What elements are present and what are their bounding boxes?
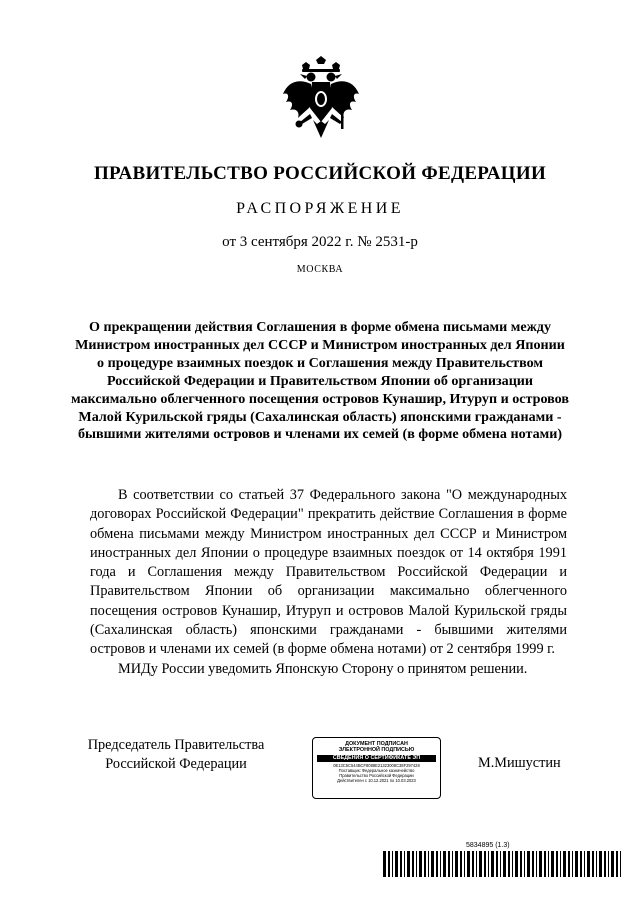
stamp-line: ЭЛЕКТРОННОЙ ПОДПИСЬЮ	[338, 747, 415, 754]
issue-city: МОСКВА	[296, 264, 344, 275]
stamp-line: ДОКУМЕНТ ПОДПИСАН	[345, 741, 408, 747]
stamp-issuer: Правительство Российской Федерации	[339, 773, 414, 779]
signer-name: М.Мишустин	[478, 755, 561, 771]
signer-position	[76, 736, 276, 774]
signer-position-line: Председатель Правительства	[87, 737, 265, 753]
stamp-issuer: Поставщик: Федеральное казначейство	[338, 768, 415, 774]
barcode-icon	[383, 851, 623, 877]
body-paragraph: В соответствии со статьей 37 Федерального закона "О международных договорах Российской Федерации" прекратить действие Соглашения в форме обмена письмами между Министром иностранных дел СССР и Министром иностранных дел Японии о процедуре взаимных поездок от 14 октября 1991 года и Соглашения между Правительством Российской Федерации и Правительством Японии об организации максимально облегченного посещения островов Кунашир, Итуруп и островов Малой Курильской гряды (Сахалинская область) японскими гражданами - бывшими жителями островов и членами их семей (в форме обмена нотами) от 2 сентября 1999 г.	[90, 487, 567, 658]
russian-coat-of-arms-icon	[280, 54, 362, 148]
date-and-number: от 3 сентября 2022 г. № 2531-р	[222, 234, 418, 250]
barcode-number: 5834895 (1.3)	[466, 842, 510, 849]
document-heading: О прекращении действия Соглашения в форме обмена письмами между Министром иностранных дел СССР и Министром иностранных дел Японии о процедуре взаимных поездок и Соглашения между Правительством Российской Федерации и Правительством Японии об организации максимально облегченного посещения островов Кунашир, Итуруп и островов Малой Курильской гряды (Сахалинская область) японскими гражданами - бывшими жителями островов и членами их семей (в форме обмена нотами)	[71, 319, 569, 443]
government-title: ПРАВИТЕЛЬСТВО РОССИЙСКОЙ ФЕДЕРАЦИИ	[93, 163, 547, 184]
stamp-banner: СВЕДЕНИЯ О СЕРТИФИКАТЕ ЭП	[317, 755, 436, 762]
stamp-validity: Действителен с 10.12.2021 по 10.03.2023	[337, 778, 416, 784]
electronic-signature-stamp	[312, 737, 441, 799]
document-body	[90, 486, 567, 679]
stamp-serial: 0E13C5C544BCF8088E21323008C38F297428	[333, 762, 420, 768]
body-paragraph: МИДу России уведомить Японскую Сторону о принятом решении.	[118, 660, 528, 677]
signer-position-line: Российской Федерации	[105, 756, 247, 772]
document-type: РАСПОРЯЖЕНИЕ	[236, 200, 404, 217]
